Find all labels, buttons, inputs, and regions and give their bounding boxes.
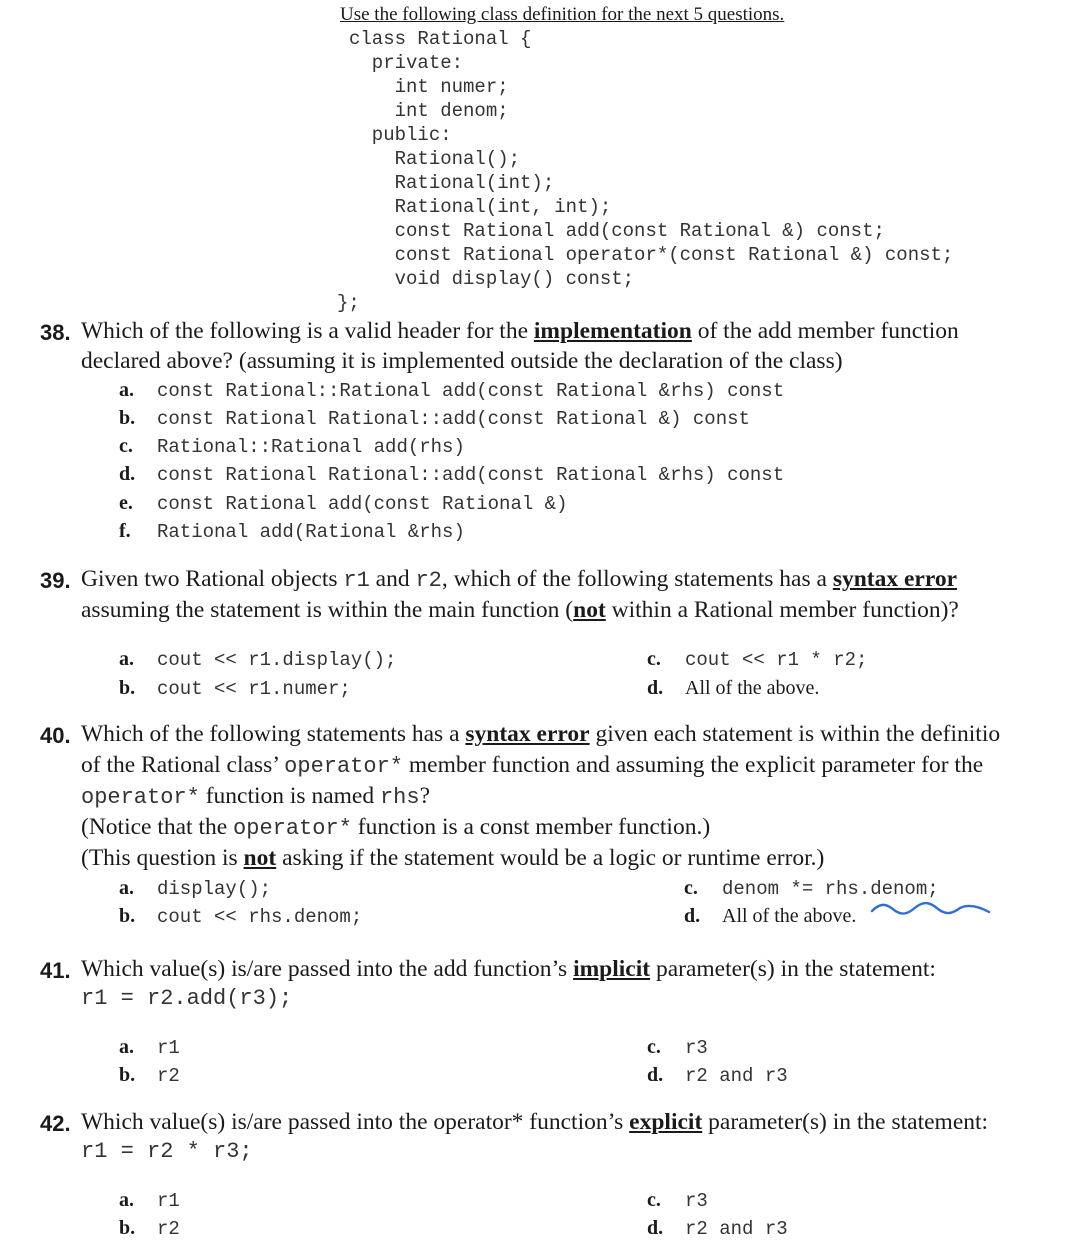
option-c-text: r3 [685,1037,708,1059]
intro-text: Use the following class definition for the next 5 questions. [340,4,785,25]
option-letter: c. [647,1189,661,1211]
option-letter: b. [119,407,136,429]
question-number-41: 41. [40,958,71,983]
option-b-text: const Rational Rational::add(const Rational &) const [157,408,750,430]
option-letter: f. [119,520,131,542]
option-c-text: denom *= rhs.denom; [722,878,939,900]
option-letter: e. [119,492,133,514]
question-40-text-line1: Which of the following statements has a syntax error given each statement is within the definitio [81,721,1001,747]
code-line: const Rational add(const Rational &) const; [349,220,885,242]
option-c-text: Rational::Rational add(rhs) [157,436,465,458]
option-a-text: display(); [157,878,272,900]
question-40-text-line4: (Notice that the operator* function is a const member function.) [81,814,711,841]
option-b-text: r2 [157,1065,180,1087]
code-line: int numer; [349,76,509,98]
option-letter: b. [119,677,136,699]
question-41-statement: r1 = r2.add(r3); [81,986,293,1011]
option-letter: d. [647,1217,664,1239]
question-number-38: 38. [40,320,71,345]
option-letter: a. [119,379,134,401]
option-a-text: cout << r1.display(); [157,649,397,671]
question-42-text-line1: Which value(s) is/are passed into the operator* function’s explicit parameter(s) in the statement: [81,1109,989,1135]
option-letter: c. [647,648,661,670]
option-a-text: r1 [157,1190,180,1212]
option-letter: d. [647,1064,664,1086]
handwritten-squiggle-mark [870,898,992,922]
question-40-text-line5: (This question is not asking if the statement would be a logic or runtime error.) [81,845,825,871]
code-line: }; [337,292,360,314]
code-line: Rational(int); [349,172,555,194]
option-letter: a. [119,648,134,670]
option-d-text: All of the above. [685,677,820,699]
code-line: Rational(); [349,148,521,170]
option-e-text: const Rational add(const Rational &) [157,493,568,515]
code-line: int denom; [349,100,509,122]
option-c-text: r3 [685,1190,708,1212]
option-letter: b. [119,905,136,927]
question-number-40: 40. [40,723,71,748]
option-f-text: Rational add(Rational &rhs) [157,521,465,543]
option-d-text: const Rational Rational::add(const Rational &rhs) const [157,464,785,486]
code-line: void display() const; [349,268,635,290]
option-a-text: const Rational::Rational add(const Rational &rhs) const [157,380,785,402]
question-38-text-line2: declared above? (assuming it is implemented outside the declaration of the class) [81,348,843,374]
option-d-text: All of the above. [722,905,857,927]
option-letter: a. [119,877,134,899]
code-line: Rational(int, int); [349,196,612,218]
option-d-text: r2 and r3 [685,1218,788,1240]
code-line: class Rational { [349,28,532,50]
option-letter: b. [119,1217,136,1239]
option-a-text: r1 [157,1037,180,1059]
question-40-text-line2: of the Rational class’ operator* member function and assuming the explicit parameter for the [81,752,984,779]
code-line: public: [349,124,452,146]
question-41-text-line1: Which value(s) is/are passed into the add function’s implicit parameter(s) in the statement: [81,956,936,982]
option-c-text: cout << r1 * r2; [685,649,868,671]
option-letter: c. [684,877,698,899]
option-letter: a. [119,1036,134,1058]
option-letter: b. [119,1064,136,1086]
question-39-text-line2: assuming the statement is within the main function (not within a Rational member function)? [81,597,959,623]
question-number-39: 39. [40,568,71,593]
option-letter: c. [647,1036,661,1058]
option-b-text: r2 [157,1218,180,1240]
question-number-42: 42. [40,1111,71,1136]
option-b-text: cout << r1.numer; [157,678,351,700]
question-38-text-line1: Which of the following is a valid header for the implementation of the add member function [81,318,959,344]
option-letter: c. [119,435,133,457]
question-39-text-line1: Given two Rational objects r1 and r2, which of the following statements has a syntax error [81,566,958,593]
question-40-text-line3: operator* function is named rhs? [81,783,431,810]
option-letter: d. [119,463,136,485]
question-42-statement: r1 = r2 * r3; [81,1139,253,1164]
option-b-text: cout << rhs.denom; [157,906,363,928]
option-letter: d. [684,905,701,927]
code-line: private: [349,52,464,74]
option-letter: a. [119,1189,134,1211]
option-d-text: r2 and r3 [685,1065,788,1087]
code-line: const Rational operator*(const Rational &) const; [349,244,954,266]
option-letter: d. [647,677,664,699]
